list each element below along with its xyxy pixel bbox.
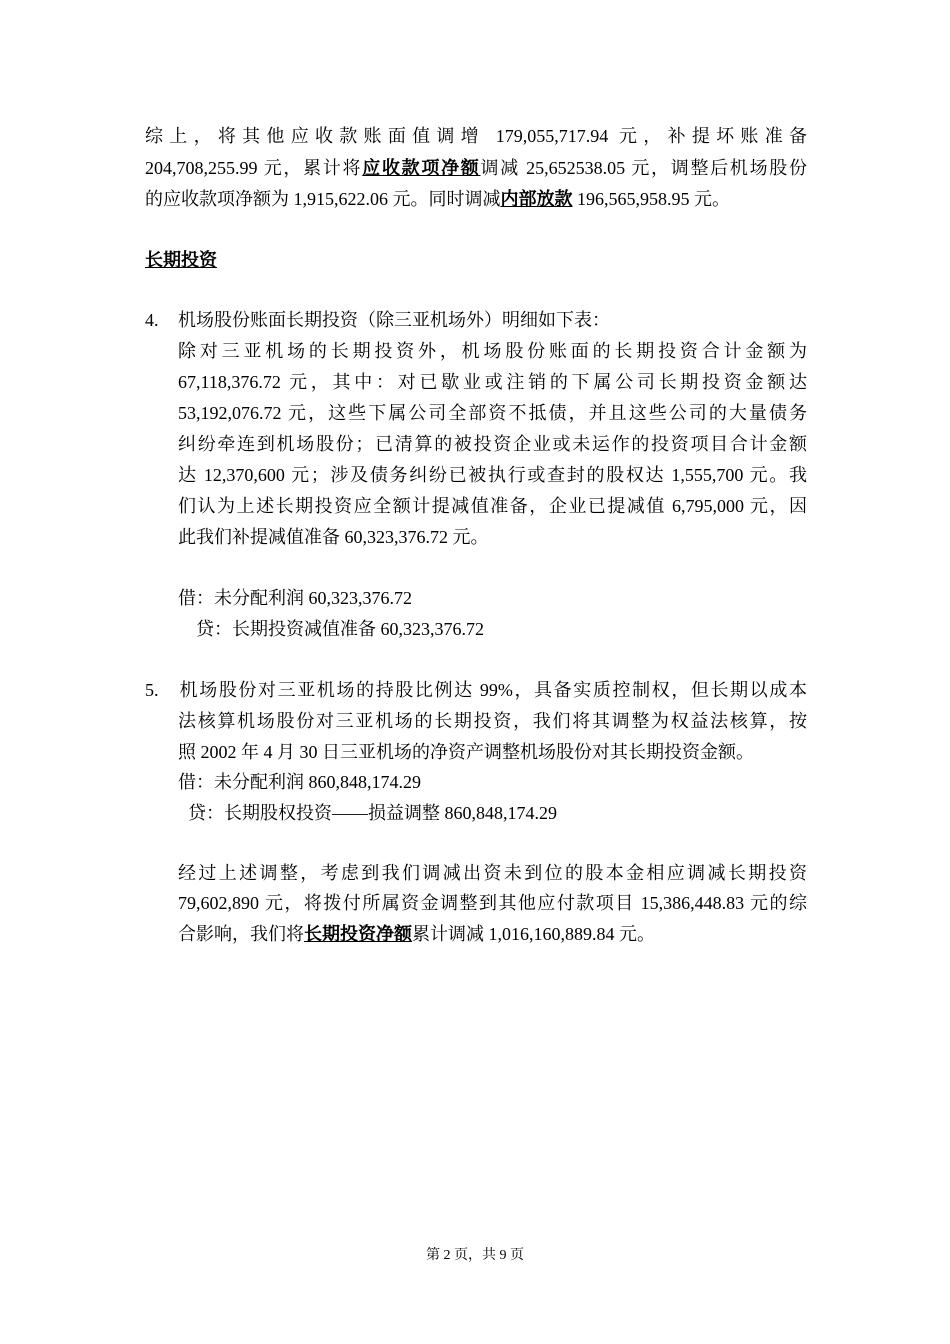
item-4-number: 4. [145,310,159,330]
conclusion-text: 合影响，我们将 [178,924,304,944]
item-4-line: 达 12,370,600 元；涉及债务纠纷已被执行或查封的股权达 1,555,700 元。我 [178,465,807,485]
summary-line-3 [145,184,730,214]
item-5-number: 5. [145,680,159,700]
conclusion-line-3 [178,919,655,949]
item-4-debit-entry: 借：未分配利润 60,323,376.72 [178,588,412,608]
summary-line-2 [145,153,807,183]
item-4-line: 们认为上述长期投资应全额计提减值准备，企业已提减值 6,795,000 元，因 [178,496,807,516]
item-5-line: 法核算机场股份对三亚机场的长期投资，我们将其调整为权益法核算，按 [178,711,807,731]
summary-text: 196,565,958.95 元。 [572,189,730,209]
conclusion-line-1: 经过上述调整，考虑到我们调减出资未到位的股本金相应调减长期投资 [178,863,807,883]
item-5-line: 照 2002 年 4 月 30 日三亚机场的净资产调整机场股份对其长期投资金额。 [178,742,754,762]
summary-text: 调减 25,652538.05 元，调整后机场股份 [480,158,807,178]
item-5-credit-entry: 贷：长期股权投资——损益调整 860,848,174.29 [188,803,557,823]
item-4-title: 机场股份账面长期投资（除三亚机场外）明细如下表： [178,310,610,330]
summary-text: 204,708,255.99 元，累计将 [145,158,363,178]
item-4-line: 纠纷牵连到机场股份；已清算的被投资企业或未运作的投资项目合计金额 [178,434,807,454]
item-4-line: 53,192,076.72 元，这些下属公司全部资不抵债，并且这些公司的大量债务 [178,403,807,423]
item-4-line: 67,118,376.72 元，其中：对已歇业或注销的下属公司长期投资金额达 [178,372,807,392]
item-4-credit-entry: 贷：长期投资减值准备 60,323,376.72 [196,619,484,639]
conclusion-text: 累计调减 1,016,160,889.84 元。 [412,924,655,944]
summary-text: 的应收款项净额为 1,915,622.06 元。同时调减 [145,189,501,209]
item-4-line: 此我们补提减值准备 60,323,376.72 元。 [178,527,489,547]
item-5-debit-entry: 借：未分配利润 860,848,174.29 [178,772,421,792]
long-term-investment-net-term: 长期投资净额 [304,924,412,944]
page-footer: 第 2 页，共 9 页 [426,1248,524,1263]
item-5-text: 机场股份对三亚机场的持股比例达 99%，具备实质控制权，但长期以成本 [178,680,807,700]
item-5-line-1 [145,675,807,705]
summary-line-1: 综上，将其他应收款账面值调增 179,055,717.94 元，补提坏账准备 [145,126,807,146]
item-4-title-line [145,305,610,335]
receivables-net-term: 应收款项净额 [362,158,481,178]
item-4-line: 除对三亚机场的长期投资外，机场股份账面的长期投资合计金额为 [178,341,807,361]
section-heading: 长期投资 [145,250,217,270]
internal-loan-term: 内部放款 [500,189,573,209]
conclusion-line-2: 79,602,890 元，将拨付所属资金调整到其他应付款项目 15,386,448.83 元的综 [178,893,807,913]
